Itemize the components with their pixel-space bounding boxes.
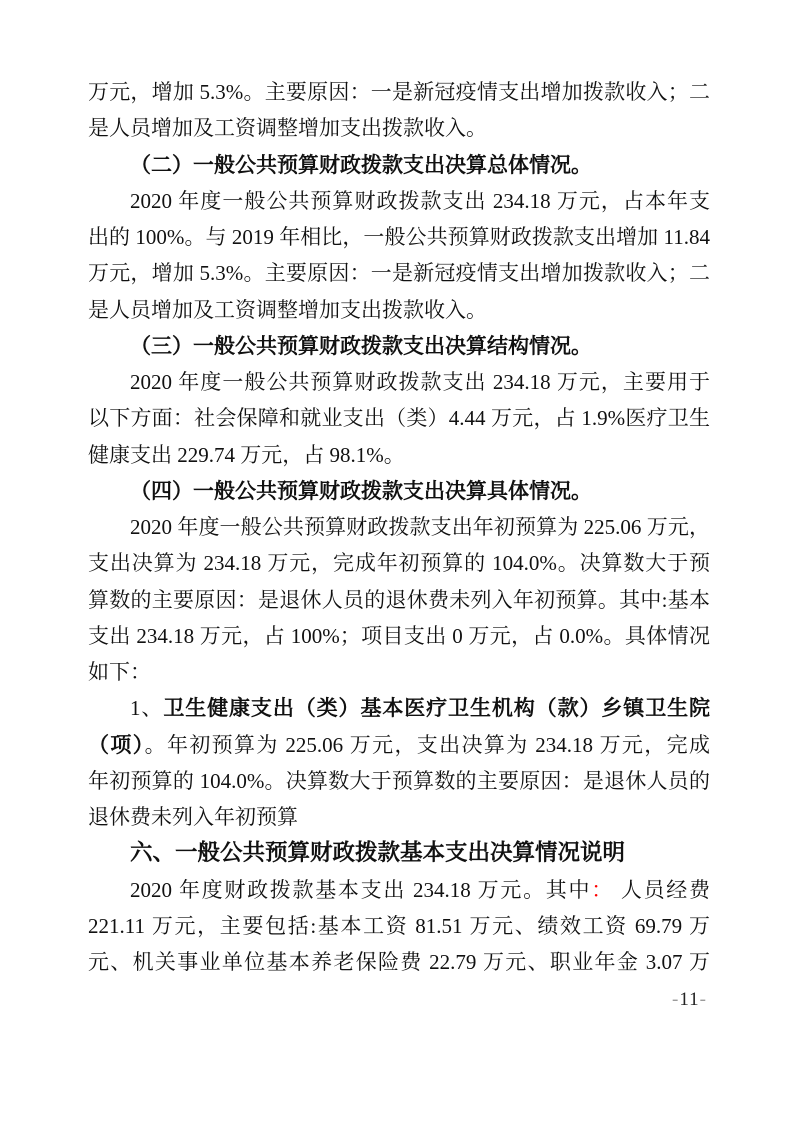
text-run: 11 bbox=[679, 989, 700, 1010]
para-line bbox=[88, 437, 710, 473]
section-heading-3 bbox=[88, 328, 710, 364]
para-line bbox=[88, 400, 710, 436]
text-run: （四）一般公共预算财政拨款支出决算具体情况。 bbox=[130, 479, 592, 503]
para-line bbox=[88, 763, 710, 799]
text-run: 六、一般公共预算财政拨款基本支出决算情况说明 bbox=[130, 840, 626, 866]
text-run: 算数的主要原因：是退休人员的退休费未列入年初预算。其中:基本 bbox=[88, 587, 710, 612]
text-run: 2020 年度一般公共预算财政拨款支出 234.18 万元，占本年支 bbox=[130, 188, 710, 213]
text-run: 2020 年度一般公共预算财政拨款支出年初预算为 225.06 万元， bbox=[130, 515, 710, 539]
text-run: 人员经费 bbox=[613, 877, 710, 902]
para-line bbox=[88, 255, 710, 291]
section-heading-2 bbox=[88, 147, 710, 183]
text-run: 出的 100%。与 2019 年相比，一般公共预算财政拨款支出增加 11.84 bbox=[88, 225, 710, 249]
para-line bbox=[88, 654, 710, 690]
text-run: （二）一般公共预算财政拨款支出决算总体情况。 bbox=[130, 153, 592, 177]
text-run: 万元，增加 5.3%。主要原因：一是新冠疫情支出增加拨款收入；二 bbox=[88, 261, 710, 286]
para-line bbox=[88, 183, 710, 219]
para-line bbox=[88, 545, 710, 581]
text-run: 。年初预算为 225.06 万元，支出决算为 234.18 万元，完成 bbox=[144, 732, 710, 757]
text-run: 退休费未列入年初预算 bbox=[88, 805, 298, 829]
para-line bbox=[88, 618, 710, 654]
text-run: （项） bbox=[88, 733, 145, 757]
text-run: 支出决算为 234.18 万元，完成年初预算的 104.0%。决算数大于预 bbox=[88, 551, 710, 576]
text-run: 以下方面：社会保障和就业支出（类）4.44 万元，占 1.9%医疗卫生 bbox=[88, 406, 710, 431]
text-run: （三）一般公共预算财政拨款支出决算结构情况。 bbox=[130, 334, 592, 358]
para-line bbox=[88, 582, 710, 618]
para-line bbox=[88, 509, 710, 545]
text-run: 年初预算的 104.0%。决算数大于预算数的主要原因：是退休人员的 bbox=[88, 768, 710, 793]
para-line bbox=[88, 219, 710, 255]
section-heading-4 bbox=[88, 473, 710, 509]
text-run: 支出 234.18 万元，占 100%；项目支出 0 万元，占 0.0%。具体情况 bbox=[88, 623, 710, 648]
text-run: 卫生健康支出（类）基本医疗卫生机构（款）乡镇卫生院 bbox=[163, 697, 710, 721]
text-run: 健康支出 229.74 万元，占 98.1%。 bbox=[88, 442, 405, 467]
para-line bbox=[88, 110, 710, 146]
para-line bbox=[88, 292, 710, 328]
para-line bbox=[88, 727, 710, 763]
chapter-heading-6 bbox=[88, 835, 710, 871]
text-run: 万元，增加 5.3%。主要原因：一是新冠疫情支出增加拨款收入；二 bbox=[88, 80, 710, 104]
text-run: 是人员增加及工资调整增加支出拨款收入。 bbox=[88, 116, 487, 141]
para-line bbox=[88, 364, 710, 400]
text-run: 2020 年度财政拨款基本支出 234.18 万元。其中 bbox=[130, 877, 592, 902]
para-line bbox=[88, 944, 710, 980]
text-run: 1、 bbox=[130, 696, 164, 721]
text-run: ： bbox=[591, 877, 614, 902]
text-run: - bbox=[672, 989, 680, 1010]
text-run: 2020 年度一般公共预算财政拨款支出 234.18 万元，主要用于 bbox=[130, 370, 710, 394]
item-heading-1 bbox=[88, 690, 710, 726]
text-run: 元、机关事业单位基本养老保险费 22.79 万元、职业年金 3.07 万 bbox=[88, 950, 710, 974]
text-run: 是人员增加及工资调整增加支出拨款收入。 bbox=[88, 297, 487, 322]
para-line bbox=[88, 74, 710, 110]
para-line bbox=[88, 799, 710, 835]
text-run: - bbox=[699, 989, 707, 1010]
page-number bbox=[672, 986, 707, 1014]
text-run: 221.11 万元，主要包括:基本工资 81.51 万元、绩效工资 69.79 万 bbox=[88, 913, 710, 938]
para-line bbox=[88, 872, 710, 908]
document-body bbox=[88, 74, 710, 980]
text-run: 如下： bbox=[88, 660, 151, 684]
para-line bbox=[88, 908, 710, 944]
